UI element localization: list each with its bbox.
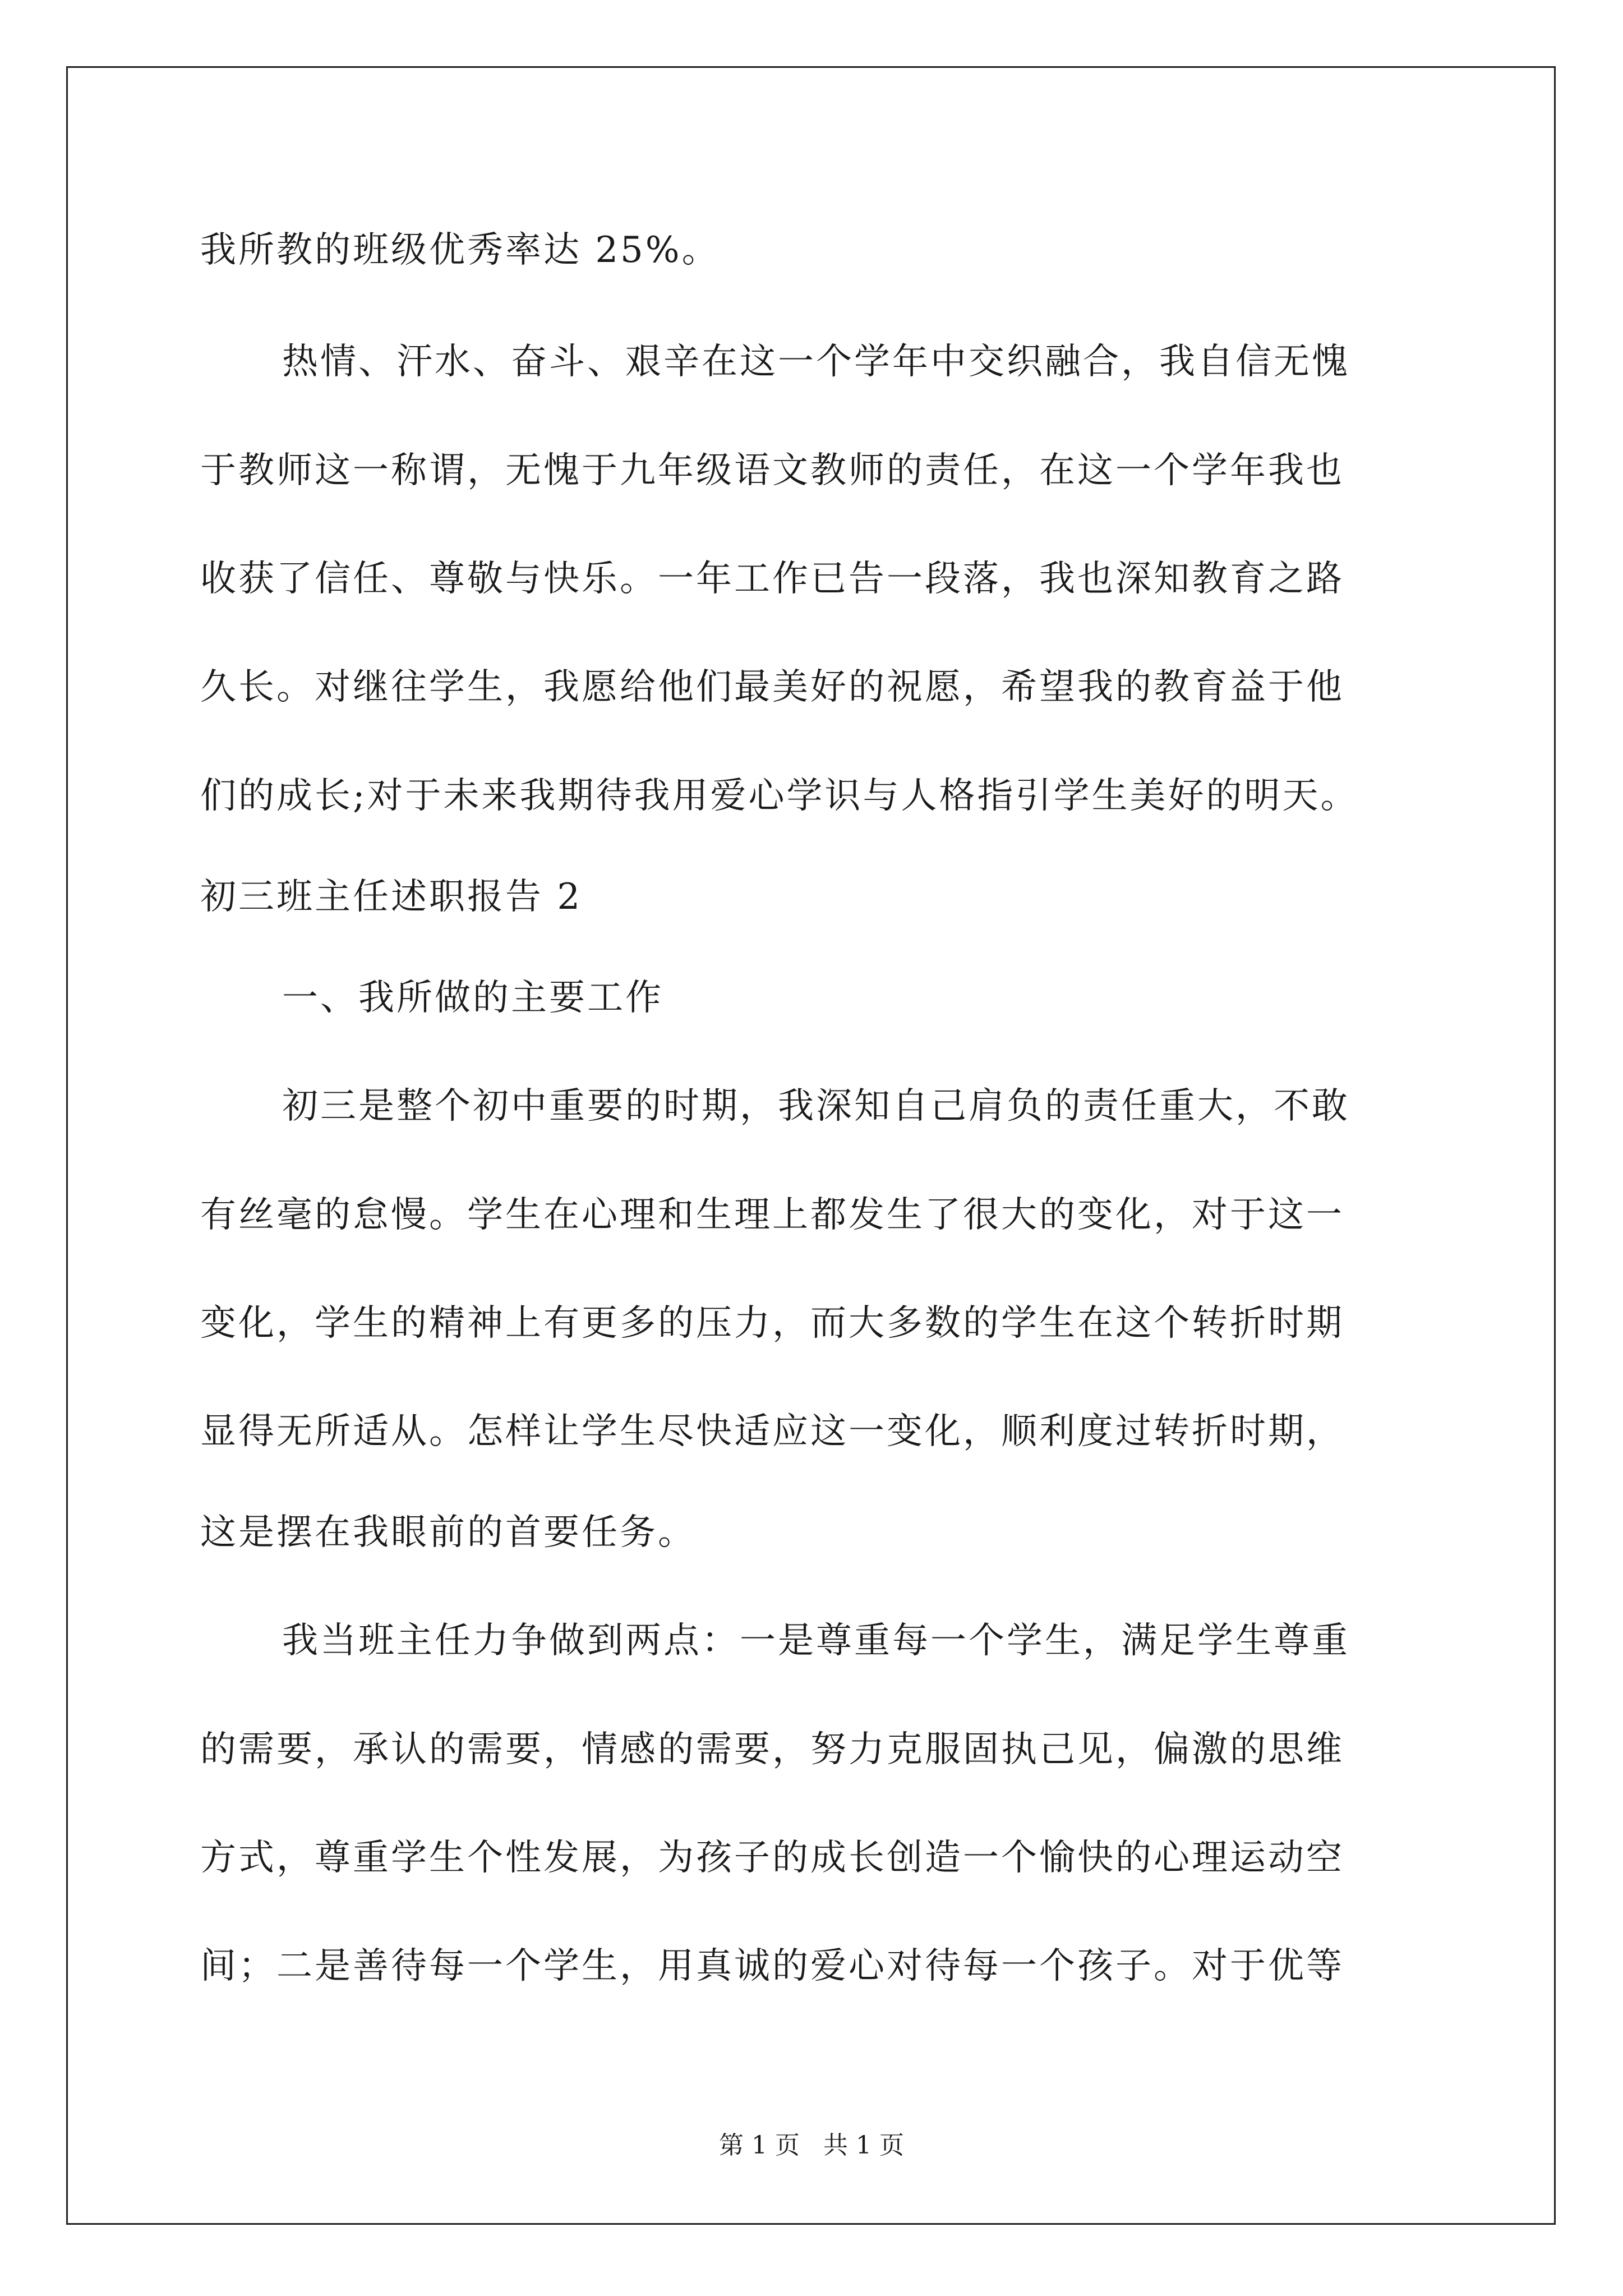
page-total: 共 1 页 bbox=[823, 2131, 904, 2160]
text-line: 热情、汗水、奋斗、艰辛在这一个学年中交织融合，我自信无愧 bbox=[282, 341, 1350, 383]
text-line: 方式，尊重学生个性发展，为孩子的成长创造一个愉快的心理运动空 bbox=[200, 1837, 1344, 1879]
text-line: 显得无所适从。怎样让学生尽快适应这一变化，顺利度过转折时期， bbox=[200, 1411, 1344, 1452]
text-line: 久长。对继往学生，我愿给他们最美好的祝愿，希望我的教育益于他 bbox=[200, 666, 1344, 708]
text-line: 变化，学生的精神上有更多的压力，而大多数的学生在这个转折时期 bbox=[200, 1303, 1344, 1344]
text-line: 们的成长;对于未来我期待我用爱心学识与人格指引学生美好的明天。 bbox=[200, 775, 1359, 817]
page-footer bbox=[0, 2133, 1623, 2158]
text-line: 我当班主任力争做到两点：一是尊重每一个学生，满足学生尊重 bbox=[282, 1620, 1350, 1662]
text-line: 的需要，承认的需要，情感的需要，努力克服固执己见，偏激的思维 bbox=[200, 1729, 1344, 1770]
text-line: 我所教的班级优秀率达 25%。 bbox=[200, 229, 720, 271]
text-line: 这是摆在我眼前的首要任务。 bbox=[200, 1512, 696, 1553]
page-border bbox=[66, 66, 1556, 2225]
text-line: 于教师这一称谓，无愧于九年级语文教师的责任，在这一个学年我也 bbox=[200, 450, 1344, 491]
text-line: 收获了信任、尊敬与快乐。一年工作已告一段落，我也深知教育之路 bbox=[200, 558, 1344, 600]
text-line: 初三是整个初中重要的时期，我深知自己肩负的责任重大，不敢 bbox=[282, 1085, 1350, 1127]
subheading: 一、我所做的主要工作 bbox=[282, 977, 663, 1019]
page-number: 第 1 页 bbox=[719, 2131, 800, 2160]
section-heading: 初三班主任述职报告 2 bbox=[200, 876, 583, 918]
text-line: 间；二是善待每一个学生，用真诚的爱心对待每一个孩子。对于优等 bbox=[200, 1945, 1344, 1987]
text-line: 有丝毫的怠慢。学生在心理和生理上都发生了很大的变化，对于这一 bbox=[200, 1194, 1344, 1236]
